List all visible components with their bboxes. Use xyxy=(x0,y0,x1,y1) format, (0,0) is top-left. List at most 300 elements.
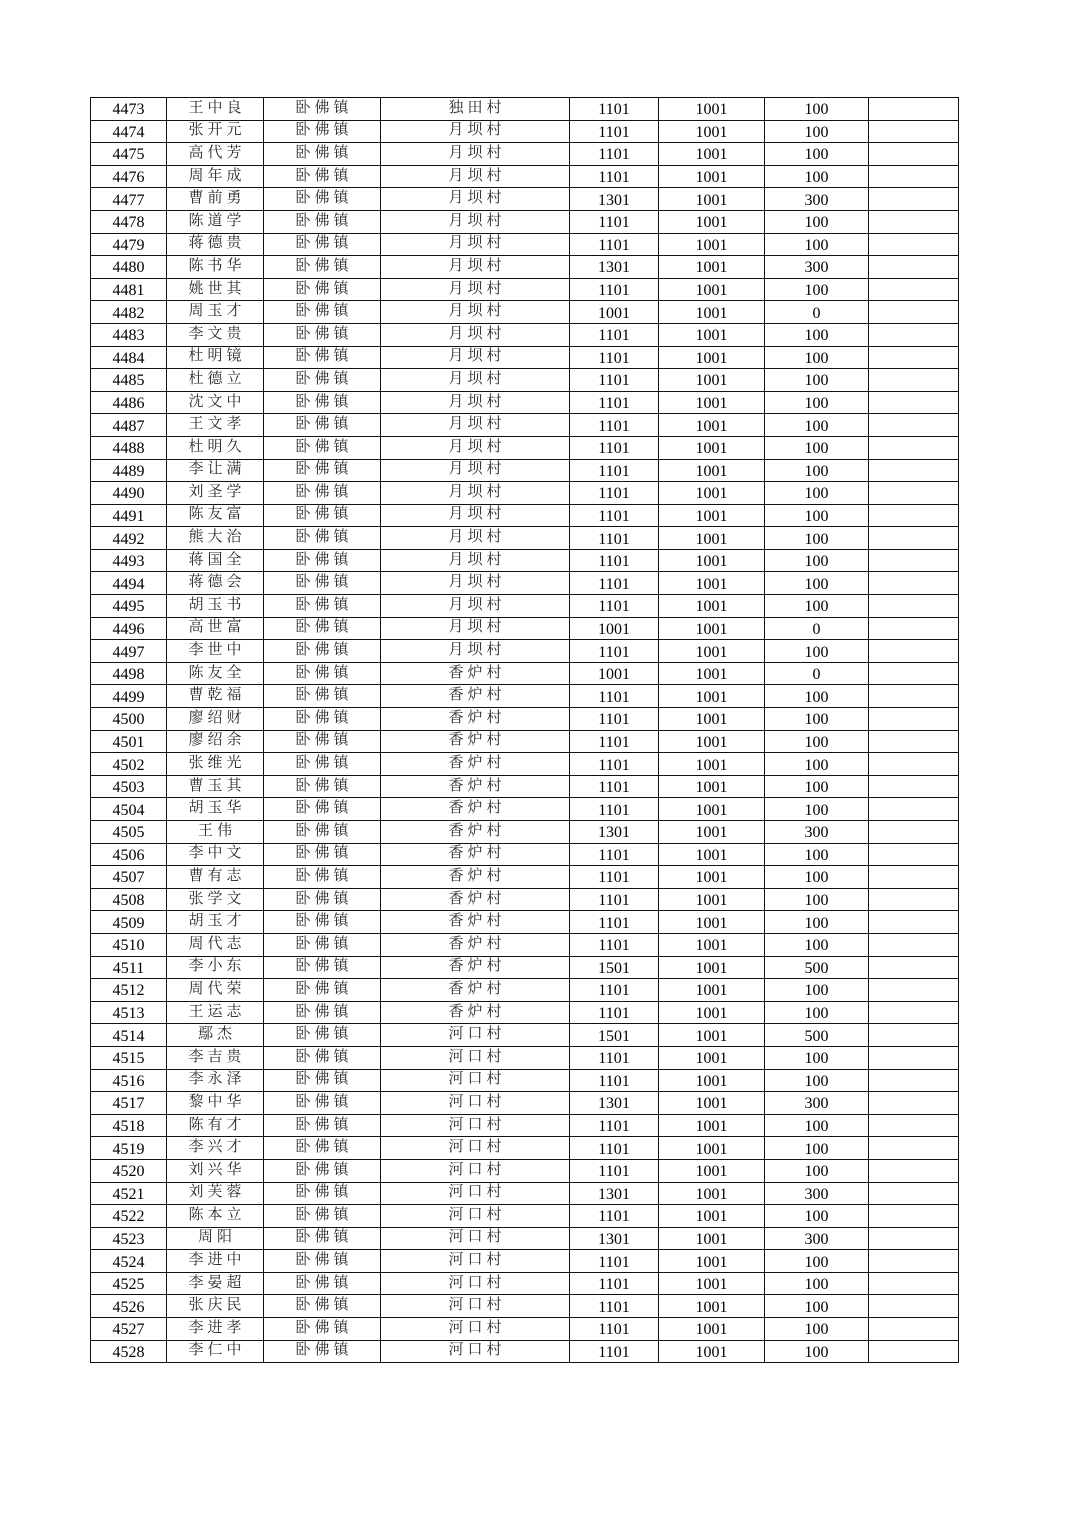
cell-name xyxy=(167,640,264,663)
cell-code-current: 1101 xyxy=(570,1001,659,1024)
cell-name-text: 高代芳 xyxy=(188,144,246,161)
cell-name xyxy=(167,821,264,844)
table-row xyxy=(91,821,959,844)
cell-name xyxy=(167,323,264,346)
cell-town xyxy=(264,165,381,188)
table-row xyxy=(91,640,959,663)
cell-town xyxy=(264,143,381,166)
cell-serial-number: 4481 xyxy=(91,278,167,301)
cell-code-base: 1001 xyxy=(659,165,765,188)
table-row xyxy=(91,911,959,934)
cell-code-current: 1101 xyxy=(570,210,659,233)
cell-town xyxy=(264,1069,381,1092)
cell-remark xyxy=(869,98,959,121)
cell-serial-number: 4515 xyxy=(91,1046,167,1069)
cell-village xyxy=(381,1137,570,1160)
cell-village xyxy=(381,1295,570,1318)
cell-village-text: 月坝村 xyxy=(448,370,506,387)
cell-village-text: 香炉村 xyxy=(448,890,506,907)
cell-town xyxy=(264,662,381,685)
cell-code-current: 1101 xyxy=(570,979,659,1002)
cell-town-text: 卧佛镇 xyxy=(295,980,353,997)
cell-name xyxy=(167,866,264,889)
cell-town-text: 卧佛镇 xyxy=(295,122,353,139)
cell-amount: 100 xyxy=(765,685,869,708)
cell-town xyxy=(264,527,381,550)
cell-remark xyxy=(869,888,959,911)
cell-town xyxy=(264,753,381,776)
cell-village-text: 月坝村 xyxy=(448,167,506,184)
cell-village xyxy=(381,1114,570,1137)
cell-remark xyxy=(869,210,959,233)
cell-code-current: 1301 xyxy=(570,1092,659,1115)
cell-remark xyxy=(869,414,959,437)
cell-code-current: 1101 xyxy=(570,233,659,256)
cell-village xyxy=(381,1046,570,1069)
cell-code-base: 1001 xyxy=(659,1340,765,1363)
cell-amount: 0 xyxy=(765,617,869,640)
cell-code-base: 1001 xyxy=(659,753,765,776)
cell-remark xyxy=(869,323,959,346)
cell-name xyxy=(167,414,264,437)
cell-village xyxy=(381,233,570,256)
cell-serial-number: 4496 xyxy=(91,617,167,640)
cell-name-text: 高世富 xyxy=(188,619,246,636)
cell-village-text: 河口村 xyxy=(448,1161,506,1178)
cell-name xyxy=(167,346,264,369)
cell-name-text: 王文孝 xyxy=(188,416,246,433)
cell-amount: 100 xyxy=(765,369,869,392)
cell-town xyxy=(264,979,381,1002)
cell-village-text: 月坝村 xyxy=(448,596,506,613)
cell-village-text: 香炉村 xyxy=(448,800,506,817)
cell-village xyxy=(381,640,570,663)
table-row xyxy=(91,866,959,889)
cell-amount: 100 xyxy=(765,866,869,889)
cell-village xyxy=(381,1024,570,1047)
cell-code-base: 1001 xyxy=(659,346,765,369)
cell-name xyxy=(167,662,264,685)
cell-town xyxy=(264,866,381,889)
cell-village xyxy=(381,798,570,821)
cell-town-text: 卧佛镇 xyxy=(295,1161,353,1178)
cell-code-base: 1001 xyxy=(659,956,765,979)
cell-amount: 100 xyxy=(765,165,869,188)
cell-village xyxy=(381,888,570,911)
cell-town-text: 卧佛镇 xyxy=(295,551,353,568)
cell-remark xyxy=(869,866,959,889)
cell-code-base: 1001 xyxy=(659,1114,765,1137)
cell-name-text: 曹玉其 xyxy=(188,777,246,794)
cell-name-text: 刘圣学 xyxy=(188,483,246,500)
cell-name-text: 李兴才 xyxy=(188,1139,246,1156)
cell-amount: 100 xyxy=(765,143,869,166)
cell-name xyxy=(167,1137,264,1160)
cell-serial-number: 4478 xyxy=(91,210,167,233)
table-row xyxy=(91,1272,959,1295)
cell-village-text: 河口村 xyxy=(448,1048,506,1065)
cell-name-text: 李小东 xyxy=(188,958,246,975)
cell-town xyxy=(264,1272,381,1295)
cell-serial-number: 4500 xyxy=(91,708,167,731)
cell-code-current: 1001 xyxy=(570,662,659,685)
cell-code-current: 1301 xyxy=(570,821,659,844)
cell-town-text: 卧佛镇 xyxy=(295,732,353,749)
cell-name xyxy=(167,1272,264,1295)
cell-name xyxy=(167,798,264,821)
cell-village xyxy=(381,685,570,708)
cell-village-text: 月坝村 xyxy=(448,529,506,546)
cell-remark xyxy=(869,549,959,572)
table-row xyxy=(91,549,959,572)
cell-name xyxy=(167,1205,264,1228)
cell-village xyxy=(381,188,570,211)
cell-village xyxy=(381,369,570,392)
cell-name-text: 曹乾福 xyxy=(188,687,246,704)
cell-code-base: 1001 xyxy=(659,98,765,121)
cell-code-base: 1001 xyxy=(659,911,765,934)
cell-village xyxy=(381,346,570,369)
cell-name xyxy=(167,98,264,121)
cell-town-text: 卧佛镇 xyxy=(295,800,353,817)
cell-town-text: 卧佛镇 xyxy=(295,393,353,410)
cell-village-text: 河口村 xyxy=(448,1297,506,1314)
cell-remark xyxy=(869,504,959,527)
cell-serial-number: 4525 xyxy=(91,1272,167,1295)
cell-code-current: 1101 xyxy=(570,549,659,572)
cell-town xyxy=(264,459,381,482)
table-row xyxy=(91,527,959,550)
cell-town xyxy=(264,685,381,708)
cell-code-current: 1101 xyxy=(570,1250,659,1273)
table-row xyxy=(91,301,959,324)
cell-code-base: 1001 xyxy=(659,798,765,821)
cell-town xyxy=(264,504,381,527)
cell-code-base: 1001 xyxy=(659,640,765,663)
cell-serial-number: 4502 xyxy=(91,753,167,776)
cell-code-base: 1001 xyxy=(659,549,765,572)
cell-remark xyxy=(869,1069,959,1092)
table-row xyxy=(91,1295,959,1318)
cell-remark xyxy=(869,843,959,866)
cell-village xyxy=(381,662,570,685)
cell-code-current: 1301 xyxy=(570,1227,659,1250)
cell-village xyxy=(381,956,570,979)
cell-name xyxy=(167,436,264,459)
cell-name-text: 周玉才 xyxy=(188,303,246,320)
table-row xyxy=(91,1046,959,1069)
cell-remark xyxy=(869,1227,959,1250)
cell-serial-number: 4516 xyxy=(91,1069,167,1092)
cell-code-base: 1001 xyxy=(659,1069,765,1092)
cell-name xyxy=(167,595,264,618)
cell-serial-number: 4474 xyxy=(91,120,167,143)
cell-village xyxy=(381,933,570,956)
table-body xyxy=(91,98,959,1363)
cell-town xyxy=(264,98,381,121)
cell-serial-number: 4482 xyxy=(91,301,167,324)
cell-village-text: 月坝村 xyxy=(448,122,506,139)
cell-serial-number: 4512 xyxy=(91,979,167,1002)
cell-village xyxy=(381,436,570,459)
cell-code-current: 1101 xyxy=(570,775,659,798)
cell-serial-number: 4517 xyxy=(91,1092,167,1115)
cell-remark xyxy=(869,369,959,392)
cell-village-text: 月坝村 xyxy=(448,348,506,365)
cell-serial-number: 4485 xyxy=(91,369,167,392)
cell-remark xyxy=(869,662,959,685)
cell-code-base: 1001 xyxy=(659,143,765,166)
cell-name xyxy=(167,233,264,256)
cell-town-text: 卧佛镇 xyxy=(295,913,353,930)
cell-town xyxy=(264,233,381,256)
cell-amount: 100 xyxy=(765,459,869,482)
cell-village-text: 香炉村 xyxy=(448,777,506,794)
cell-village-text: 月坝村 xyxy=(448,416,506,433)
cell-village xyxy=(381,1227,570,1250)
cell-village xyxy=(381,459,570,482)
cell-name-text: 蒋国全 xyxy=(188,551,246,568)
cell-village xyxy=(381,391,570,414)
cell-name-text: 周阳 xyxy=(197,1229,236,1246)
cell-code-base: 1001 xyxy=(659,1295,765,1318)
cell-serial-number: 4499 xyxy=(91,685,167,708)
cell-name-text: 蒋德贵 xyxy=(188,235,246,252)
cell-town-text: 卧佛镇 xyxy=(295,1048,353,1065)
cell-code-current: 1101 xyxy=(570,685,659,708)
cell-town-text: 卧佛镇 xyxy=(295,144,353,161)
cell-serial-number: 4491 xyxy=(91,504,167,527)
cell-amount: 500 xyxy=(765,956,869,979)
cell-name xyxy=(167,979,264,1002)
cell-name-text: 李吉贵 xyxy=(188,1048,246,1065)
cell-remark xyxy=(869,979,959,1002)
cell-amount: 100 xyxy=(765,1318,869,1341)
table-row xyxy=(91,617,959,640)
cell-code-current: 1101 xyxy=(570,1114,659,1137)
cell-code-current: 1101 xyxy=(570,1205,659,1228)
cell-amount: 100 xyxy=(765,572,869,595)
cell-village xyxy=(381,1318,570,1341)
cell-town-text: 卧佛镇 xyxy=(295,1026,353,1043)
cell-town-text: 卧佛镇 xyxy=(295,303,353,320)
cell-serial-number: 4518 xyxy=(91,1114,167,1137)
cell-name-text: 胡玉才 xyxy=(188,913,246,930)
cell-amount: 100 xyxy=(765,98,869,121)
cell-town-text: 卧佛镇 xyxy=(295,190,353,207)
cell-serial-number: 4509 xyxy=(91,911,167,934)
cell-town xyxy=(264,301,381,324)
cell-village xyxy=(381,730,570,753)
cell-town-text: 卧佛镇 xyxy=(295,822,353,839)
cell-village-text: 香炉村 xyxy=(448,913,506,930)
cell-town xyxy=(264,1024,381,1047)
cell-village xyxy=(381,143,570,166)
cell-town xyxy=(264,1159,381,1182)
table-row xyxy=(91,1069,959,1092)
cell-amount: 100 xyxy=(765,1159,869,1182)
cell-village xyxy=(381,775,570,798)
cell-amount: 100 xyxy=(765,1046,869,1069)
cell-code-base: 1001 xyxy=(659,662,765,685)
cell-remark xyxy=(869,143,959,166)
cell-amount: 300 xyxy=(765,1227,869,1250)
cell-remark xyxy=(869,278,959,301)
cell-town xyxy=(264,549,381,572)
cell-serial-number: 4506 xyxy=(91,843,167,866)
cell-code-current: 1101 xyxy=(570,165,659,188)
cell-town-text: 卧佛镇 xyxy=(295,212,353,229)
cell-name-text: 张维光 xyxy=(188,755,246,772)
cell-name-text: 李中文 xyxy=(188,845,246,862)
cell-code-current: 1101 xyxy=(570,1318,659,1341)
cell-village-text: 月坝村 xyxy=(448,461,506,478)
cell-village xyxy=(381,1250,570,1273)
cell-amount: 100 xyxy=(765,730,869,753)
cell-amount: 100 xyxy=(765,798,869,821)
cell-town-text: 卧佛镇 xyxy=(295,529,353,546)
cell-town-text: 卧佛镇 xyxy=(295,167,353,184)
cell-code-current: 1101 xyxy=(570,98,659,121)
cell-code-base: 1001 xyxy=(659,233,765,256)
cell-name-text: 李仁中 xyxy=(188,1342,246,1359)
cell-remark xyxy=(869,301,959,324)
table-row xyxy=(91,504,959,527)
cell-remark xyxy=(869,572,959,595)
cell-code-base: 1001 xyxy=(659,1001,765,1024)
cell-village xyxy=(381,595,570,618)
cell-village-text: 月坝村 xyxy=(448,235,506,252)
cell-amount: 100 xyxy=(765,888,869,911)
cell-village-text: 香炉村 xyxy=(448,845,506,862)
cell-code-base: 1001 xyxy=(659,369,765,392)
table-row xyxy=(91,662,959,685)
cell-amount: 100 xyxy=(765,775,869,798)
cell-village-text: 月坝村 xyxy=(448,506,506,523)
cell-amount: 100 xyxy=(765,1295,869,1318)
cell-serial-number: 4522 xyxy=(91,1205,167,1228)
cell-name-text: 刘兴华 xyxy=(188,1161,246,1178)
cell-name-text: 张庆民 xyxy=(188,1297,246,1314)
cell-town xyxy=(264,1295,381,1318)
cell-village xyxy=(381,572,570,595)
cell-serial-number: 4493 xyxy=(91,549,167,572)
cell-serial-number: 4490 xyxy=(91,482,167,505)
cell-name-text: 杜明久 xyxy=(188,438,246,455)
cell-code-current: 1101 xyxy=(570,843,659,866)
cell-town-text: 卧佛镇 xyxy=(295,280,353,297)
cell-name xyxy=(167,459,264,482)
cell-town-text: 卧佛镇 xyxy=(295,642,353,659)
cell-code-base: 1001 xyxy=(659,459,765,482)
cell-code-base: 1001 xyxy=(659,1159,765,1182)
table-row xyxy=(91,595,959,618)
cell-remark xyxy=(869,256,959,279)
cell-name xyxy=(167,730,264,753)
cell-name-text: 沈文中 xyxy=(188,393,246,410)
cell-code-current: 1101 xyxy=(570,278,659,301)
table-row xyxy=(91,143,959,166)
table-row xyxy=(91,1205,959,1228)
table-row xyxy=(91,1159,959,1182)
cell-village xyxy=(381,504,570,527)
cell-town xyxy=(264,120,381,143)
cell-name-text: 陈道学 xyxy=(188,212,246,229)
cell-code-base: 1001 xyxy=(659,256,765,279)
cell-amount: 100 xyxy=(765,278,869,301)
cell-town-text: 卧佛镇 xyxy=(295,1093,353,1110)
cell-name xyxy=(167,617,264,640)
cell-town xyxy=(264,640,381,663)
cell-name-text: 陈友全 xyxy=(188,664,246,681)
cell-name xyxy=(167,1114,264,1137)
cell-town xyxy=(264,821,381,844)
table-row xyxy=(91,956,959,979)
cell-code-current: 1101 xyxy=(570,414,659,437)
cell-town-text: 卧佛镇 xyxy=(295,1206,353,1223)
cell-town-text: 卧佛镇 xyxy=(295,1184,353,1201)
cell-name xyxy=(167,888,264,911)
cell-code-base: 1001 xyxy=(659,323,765,346)
cell-code-base: 1001 xyxy=(659,1046,765,1069)
cell-town-text: 卧佛镇 xyxy=(295,257,353,274)
table-row xyxy=(91,1318,959,1341)
cell-remark xyxy=(869,1092,959,1115)
cell-remark xyxy=(869,1046,959,1069)
cell-town-text: 卧佛镇 xyxy=(295,1116,353,1133)
cell-serial-number: 4510 xyxy=(91,933,167,956)
cell-town-text: 卧佛镇 xyxy=(295,1342,353,1359)
cell-name-text: 李让满 xyxy=(188,461,246,478)
cell-code-base: 1001 xyxy=(659,685,765,708)
cell-code-base: 1001 xyxy=(659,572,765,595)
cell-name xyxy=(167,527,264,550)
cell-village-text: 河口村 xyxy=(448,1274,506,1291)
table-row xyxy=(91,210,959,233)
cell-name-text: 熊大治 xyxy=(188,529,246,546)
cell-code-current: 1101 xyxy=(570,933,659,956)
cell-code-current: 1101 xyxy=(570,482,659,505)
cell-name-text: 胡玉华 xyxy=(188,800,246,817)
cell-town-text: 卧佛镇 xyxy=(295,777,353,794)
cell-name-text: 杜明镜 xyxy=(188,348,246,365)
cell-town xyxy=(264,323,381,346)
cell-amount: 100 xyxy=(765,414,869,437)
cell-code-current: 1101 xyxy=(570,753,659,776)
cell-name xyxy=(167,956,264,979)
cell-village-text: 河口村 xyxy=(448,1229,506,1246)
cell-town-text: 卧佛镇 xyxy=(295,755,353,772)
cell-serial-number: 4508 xyxy=(91,888,167,911)
cell-town xyxy=(264,414,381,437)
cell-code-base: 1001 xyxy=(659,775,765,798)
cell-town-text: 卧佛镇 xyxy=(295,619,353,636)
cell-town xyxy=(264,1340,381,1363)
cell-serial-number: 4519 xyxy=(91,1137,167,1160)
cell-village-text: 河口村 xyxy=(448,1342,506,1359)
cell-code-base: 1001 xyxy=(659,1137,765,1160)
cell-town xyxy=(264,210,381,233)
cell-serial-number: 4528 xyxy=(91,1340,167,1363)
cell-village xyxy=(381,120,570,143)
cell-town xyxy=(264,482,381,505)
cell-serial-number: 4527 xyxy=(91,1318,167,1341)
cell-village xyxy=(381,1001,570,1024)
cell-remark xyxy=(869,1114,959,1137)
cell-amount: 100 xyxy=(765,504,869,527)
cell-name xyxy=(167,843,264,866)
table-row xyxy=(91,346,959,369)
